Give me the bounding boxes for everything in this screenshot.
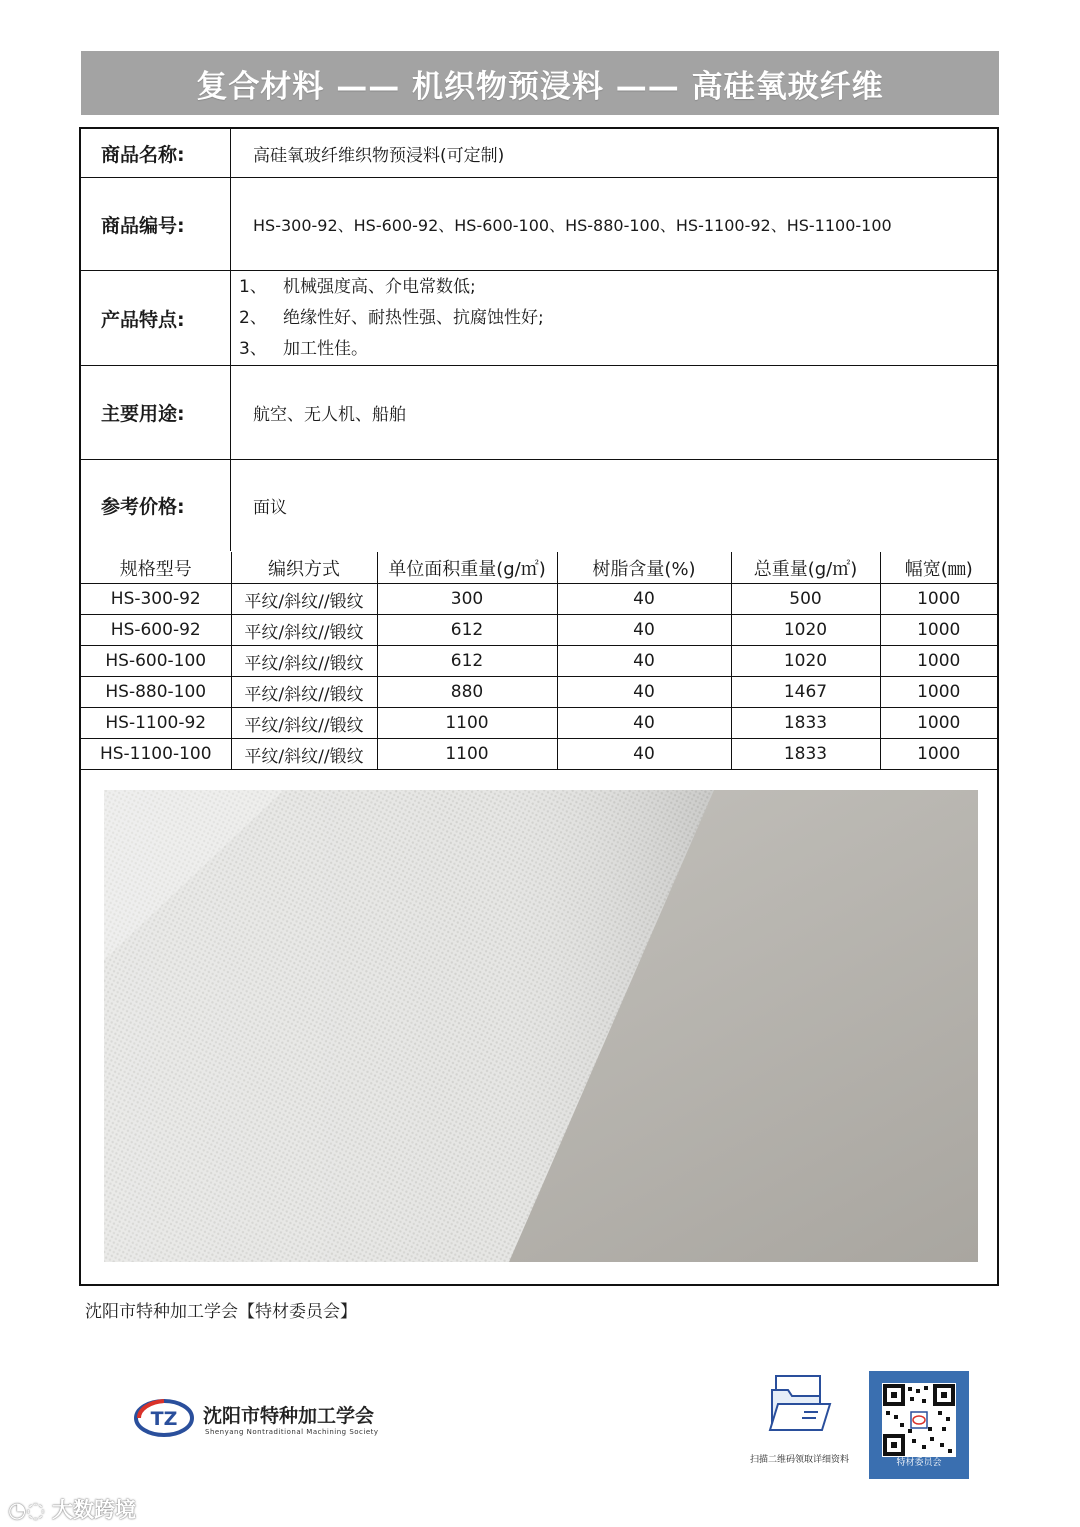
footer-source: 沈阳市特种加工学会【特材委员会】: [85, 1302, 357, 1322]
info-row-usage: [81, 366, 997, 460]
table-cell: 880: [377, 677, 557, 708]
page-title: 复合材料 —— 机织物预浸料 —— 高硅氧玻纤维: [196, 68, 884, 105]
table-cell: 平纹/斜纹//锻纹: [231, 646, 377, 677]
table-cell: 40: [557, 708, 731, 739]
info-value: 高硅氧玻纤维织物预浸料(可定制): [253, 145, 505, 166]
watermark: [8, 1494, 136, 1524]
qr-label: 特材委员会: [896, 1458, 942, 1468]
table-cell: 1833: [731, 708, 880, 739]
table-cell: 1100: [377, 739, 557, 770]
feature-item: [239, 334, 997, 365]
table-row: [81, 708, 997, 739]
table-cell: 1000: [880, 708, 997, 739]
tz-logo-icon: [133, 1398, 195, 1438]
table-row: [81, 615, 997, 646]
feature-number: 2、: [239, 307, 267, 328]
table-cell: 平纹/斜纹//锻纹: [231, 677, 377, 708]
spec-header: 编织方式: [231, 552, 377, 584]
table-cell: 1467: [731, 677, 880, 708]
table-cell: 1000: [880, 646, 997, 677]
logo-mark: TZ: [150, 1408, 178, 1430]
table-cell: 500: [731, 584, 880, 615]
society-logo: [133, 1398, 379, 1438]
info-label: 主要用途:: [81, 366, 231, 459]
logo-name-en: Shenyang Nontraditional Machining Society: [205, 1427, 379, 1436]
table-row: [81, 739, 997, 770]
table-cell: 平纹/斜纹//锻纹: [231, 584, 377, 615]
table-cell: 40: [557, 584, 731, 615]
table-cell: 1100: [377, 708, 557, 739]
qr-caption: 扫描二维码领取详细资料: [750, 1455, 850, 1465]
spec-header: 幅宽(㎜): [880, 552, 997, 584]
table-cell: 1000: [880, 739, 997, 770]
table-row: [81, 646, 997, 677]
feature-text: 加工性佳。: [283, 338, 368, 359]
fabric-photo-image: [104, 790, 978, 1262]
watermark-text: 大数跨境: [51, 1498, 136, 1522]
feature-list: [231, 271, 997, 365]
spec-header: 总重量(g/㎡): [731, 552, 880, 584]
feature-text: 绝缘性好、耐热性强、抗腐蚀性好;: [283, 307, 544, 328]
watermark-logo-icon: ◔◌: [8, 1498, 52, 1522]
table-cell: 612: [377, 615, 557, 646]
table-cell: 1020: [731, 646, 880, 677]
table-cell: 1000: [880, 615, 997, 646]
info-row-price: [81, 460, 997, 551]
table-cell: 1833: [731, 739, 880, 770]
spec-table: [81, 552, 997, 770]
feature-item: [239, 272, 997, 303]
table-cell: HS-600-100: [81, 646, 231, 677]
table-cell: HS-600-92: [81, 615, 231, 646]
folder-icon: [752, 1370, 840, 1440]
info-label: 商品编号:: [81, 178, 231, 270]
table-cell: 平纹/斜纹//锻纹: [231, 615, 377, 646]
spec-header-row: [81, 552, 997, 584]
spec-header: 规格型号: [81, 552, 231, 584]
table-cell: 平纹/斜纹//锻纹: [231, 739, 377, 770]
table-cell: 612: [377, 646, 557, 677]
info-value: HS-300-92、HS-600-92、HS-600-100、HS-880-100、HS-1100-92、HS-1100-100: [253, 215, 892, 235]
table-cell: 40: [557, 739, 731, 770]
table-row: [81, 677, 997, 708]
info-label: 产品特点:: [81, 271, 231, 365]
table-cell: 平纹/斜纹//锻纹: [231, 708, 377, 739]
spec-header: 树脂含量(%): [557, 552, 731, 584]
product-sheet: [79, 127, 999, 1286]
info-row-name: [81, 129, 997, 178]
logo-name-cn: 沈阳市特种加工学会: [203, 1404, 375, 1427]
table-row: [81, 584, 997, 615]
table-cell: HS-880-100: [81, 677, 231, 708]
table-cell: 40: [557, 677, 731, 708]
info-row-features: [81, 271, 997, 366]
info-row-code: [81, 178, 997, 271]
table-cell: HS-1100-100: [81, 739, 231, 770]
feature-item: [239, 303, 997, 334]
title-banner: [81, 51, 999, 115]
info-label: 参考价格:: [81, 460, 231, 551]
info-value: 航空、无人机、船舶: [253, 405, 406, 425]
table-cell: 300: [377, 584, 557, 615]
info-label: 商品名称:: [81, 129, 231, 177]
fabric-photo: [104, 790, 978, 1262]
table-cell: 1020: [731, 615, 880, 646]
spec-header: 单位面积重量(g/㎡): [377, 552, 557, 584]
info-value: 面议: [253, 498, 287, 518]
qr-code-card: [869, 1371, 969, 1479]
table-cell: HS-300-92: [81, 584, 231, 615]
table-cell: 1000: [880, 584, 997, 615]
qr-code-icon: [882, 1383, 956, 1457]
feature-number: 3、: [239, 338, 267, 359]
table-cell: HS-1100-92: [81, 708, 231, 739]
feature-number: 1、: [239, 276, 267, 297]
feature-text: 机械强度高、介电常数低;: [283, 276, 476, 297]
table-cell: 40: [557, 615, 731, 646]
table-cell: 1000: [880, 677, 997, 708]
table-cell: 40: [557, 646, 731, 677]
